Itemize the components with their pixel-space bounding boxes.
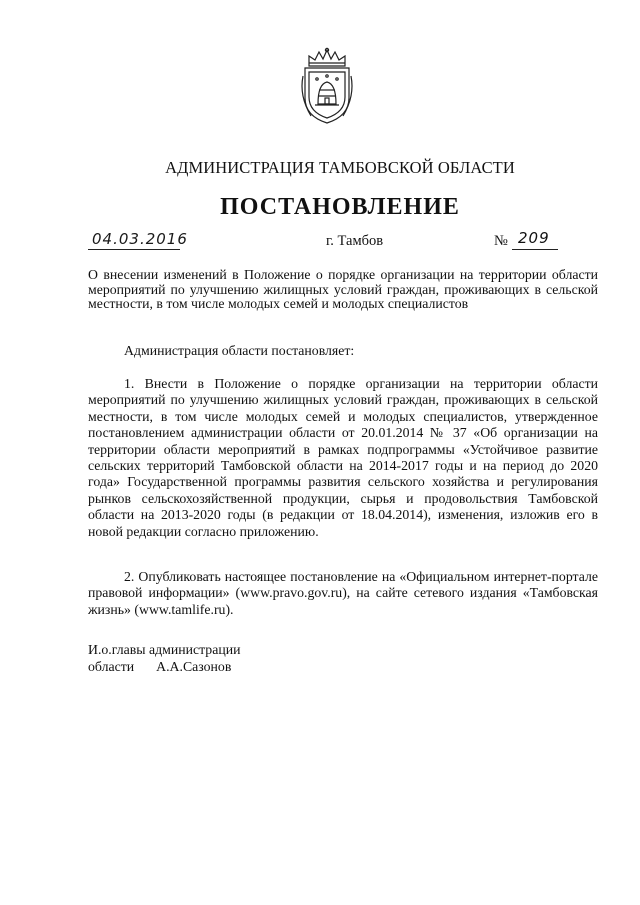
document-subject: О внесении изменений в Положение о порядке организации на территории области мероприятий по улучшению жилищных условий граждан, проживающих в сельской местности, в том числе молодых семей и молодых специалистов [88,267,598,311]
date-underline [88,249,180,250]
document-date: 04.03.2016 [92,230,188,248]
number-label: № [494,233,508,249]
signature-position: И.о.главы администрации [88,642,241,657]
signatory-name: А.А.Сазонов [156,659,232,674]
number-underline [512,249,558,250]
resolution-paragraph-2: 2. Опубликовать настоящее постановление на «Официальном интернет-портале правовой информации» (www.pravo.gov.ru), на сайте сетевого издания «Тамбовская жизнь» (www.tamlife.ru). [88,569,598,617]
signature-block [88,641,240,675]
document-city: г. Тамбов [326,233,384,249]
document-number: 209 [518,229,550,247]
document-type-title: ПОСТАНОВЛЕНИЕ [220,194,460,220]
resolution-intro: Администрация области постановляет: [124,343,355,358]
coat-of-arms-icon [297,46,357,126]
resolution-paragraph-1: 1. Внести в Положение о порядке организации на территории области мероприятий по улучшению жилищных условий граждан, проживающих в сельской местности, в том числе молодых семей и молодых специалистов, утвержденное постановлением администрации области от 20.01.2014 № 37 «Об организации на территории области мероприятий в рамках подпрограммы «Устойчивое развитие сельских территорий Тамбовской области на 2014-2017 годы и на период до 2020 года» Государственной программы развития сельского хозяйства и регулирования рынков сельскохозяйственной продукции, сырья и продовольствия Тамбовской области на 2013-2020 годы (в редакции от 18.04.2014), изменения, изложив его в новой редакции согласно приложению. [88,376,598,539]
organization-name: АДМИНИСТРАЦИЯ ТАМБОВСКОЙ ОБЛАСТИ [165,158,515,177]
signature-position-cont: области [88,659,135,674]
